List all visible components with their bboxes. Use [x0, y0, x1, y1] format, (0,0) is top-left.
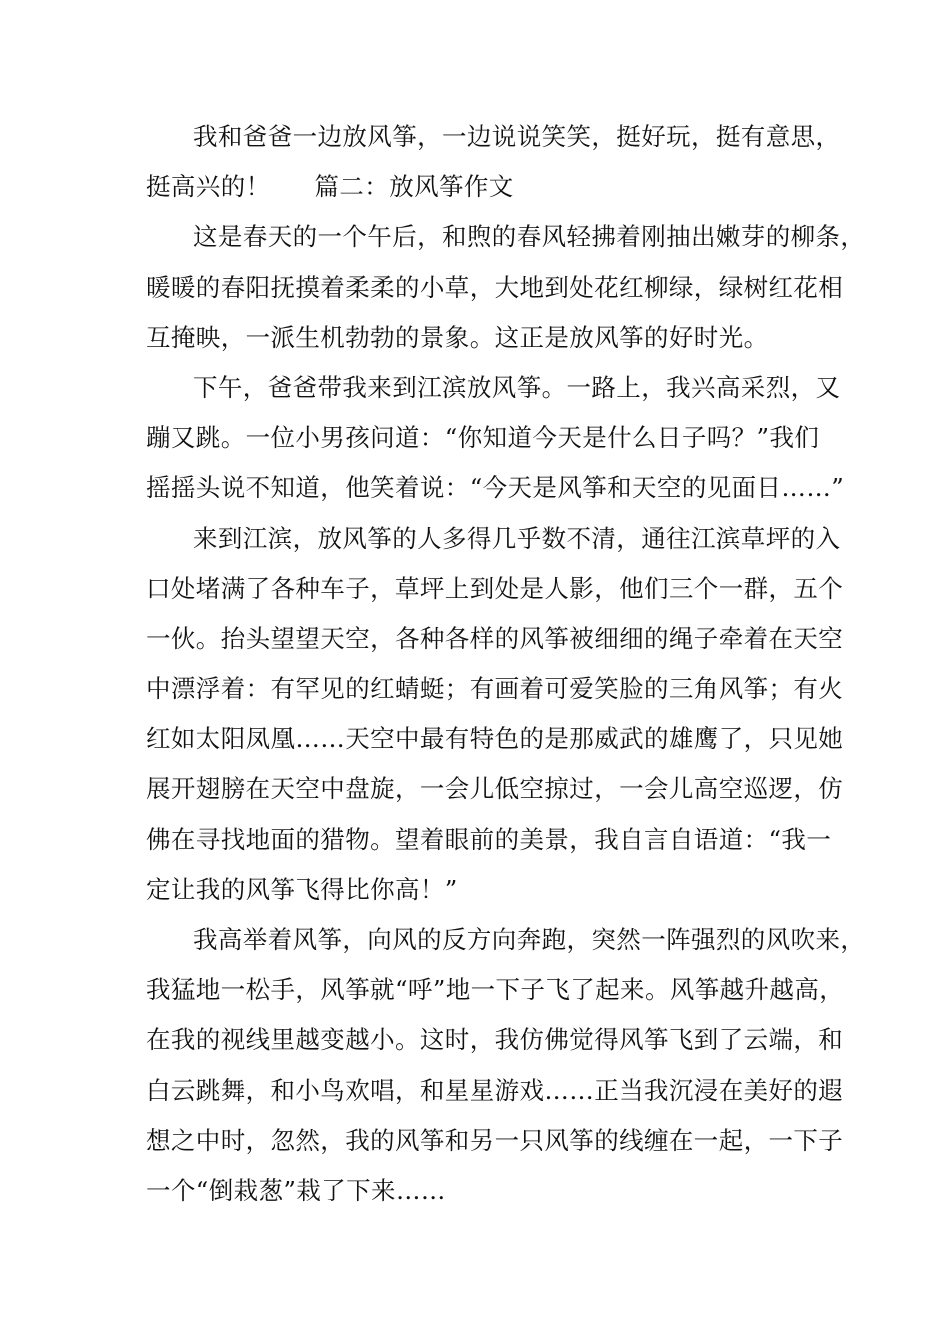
text-line: 一伙。抬头望望天空，各种各样的风筝被细细的绳子牵着在天空: [146, 623, 844, 653]
text-line: 定让我的风筝飞得比你高！”: [146, 874, 458, 904]
text-line: 我高举着风筝，向风的反方向奔跑，突然一阵强烈的风吹来，: [193, 925, 866, 954]
section-heading: 篇二：放风筝作文: [314, 172, 514, 202]
text-line: 在我的视线里越变越小。这时，我仿佛觉得风筝飞到了云端，和: [146, 1025, 844, 1055]
text-line: 红如太阳凤凰……天空中最有特色的是那威武的雄鹰了，只见她: [146, 724, 844, 754]
text-line-fragment: 挺高兴的！: [146, 172, 271, 202]
text-line: 我猛地一松手，风筝就“呼”地一下子飞了起来。风筝越升越高，: [146, 975, 845, 1005]
text-line: 下午，爸爸带我来到江滨放风筝。一路上，我兴高采烈，又: [193, 372, 841, 402]
text-line: 蹦又跳。一位小男孩问道：“你知道今天是什么日子吗？”我们: [146, 423, 820, 453]
text-line: 佛在寻找地面的猎物。望着眼前的美景，我自言自语道：“我一: [146, 824, 832, 854]
text-line: 互掩映，一派生机勃勃的景象。这正是放风筝的好时光。: [146, 322, 769, 352]
text-line: 展开翅膀在天空中盘旋，一会儿低空掠过，一会儿高空巡逻，仿: [146, 774, 844, 804]
text-line: 来到江滨，放风筝的人多得几乎数不清，通往江滨草坪的入: [193, 523, 841, 553]
text-line: 这是春天的一个午后，和煦的春风轻拂着刚抽出嫩芽的柳条，: [193, 222, 866, 252]
text-line: [146, 162, 810, 212]
text-line: 中漂浮着：有罕见的红蜻蜓；有画着可爱笑脸的三角风筝；有火: [146, 674, 844, 704]
text-line: 口处堵满了各种车子，草坪上到处是人影，他们三个一群，五个: [146, 573, 844, 603]
text-line: 暖暖的春阳抚摸着柔柔的小草，大地到处花红柳绿，绿树红花相: [146, 272, 844, 302]
document-page: [146, 112, 866, 1216]
text-line: 一个“倒栽葱”栽了下来……: [146, 1175, 446, 1205]
text-line: 我和爸爸一边放风筝，一边说说笑笑，挺好玩，挺有意思，: [193, 122, 841, 151]
text-line: 白云跳舞，和小鸟欢唱，和星星游戏……正当我沉浸在美好的遐: [146, 1075, 844, 1105]
text-line: 摇摇头说不知道，他笑着说：“今天是风筝和天空的见面日……”: [146, 473, 845, 503]
text-line: 想之中时，忽然，我的风筝和另一只风筝的线缠在一起，一下子: [146, 1125, 844, 1155]
